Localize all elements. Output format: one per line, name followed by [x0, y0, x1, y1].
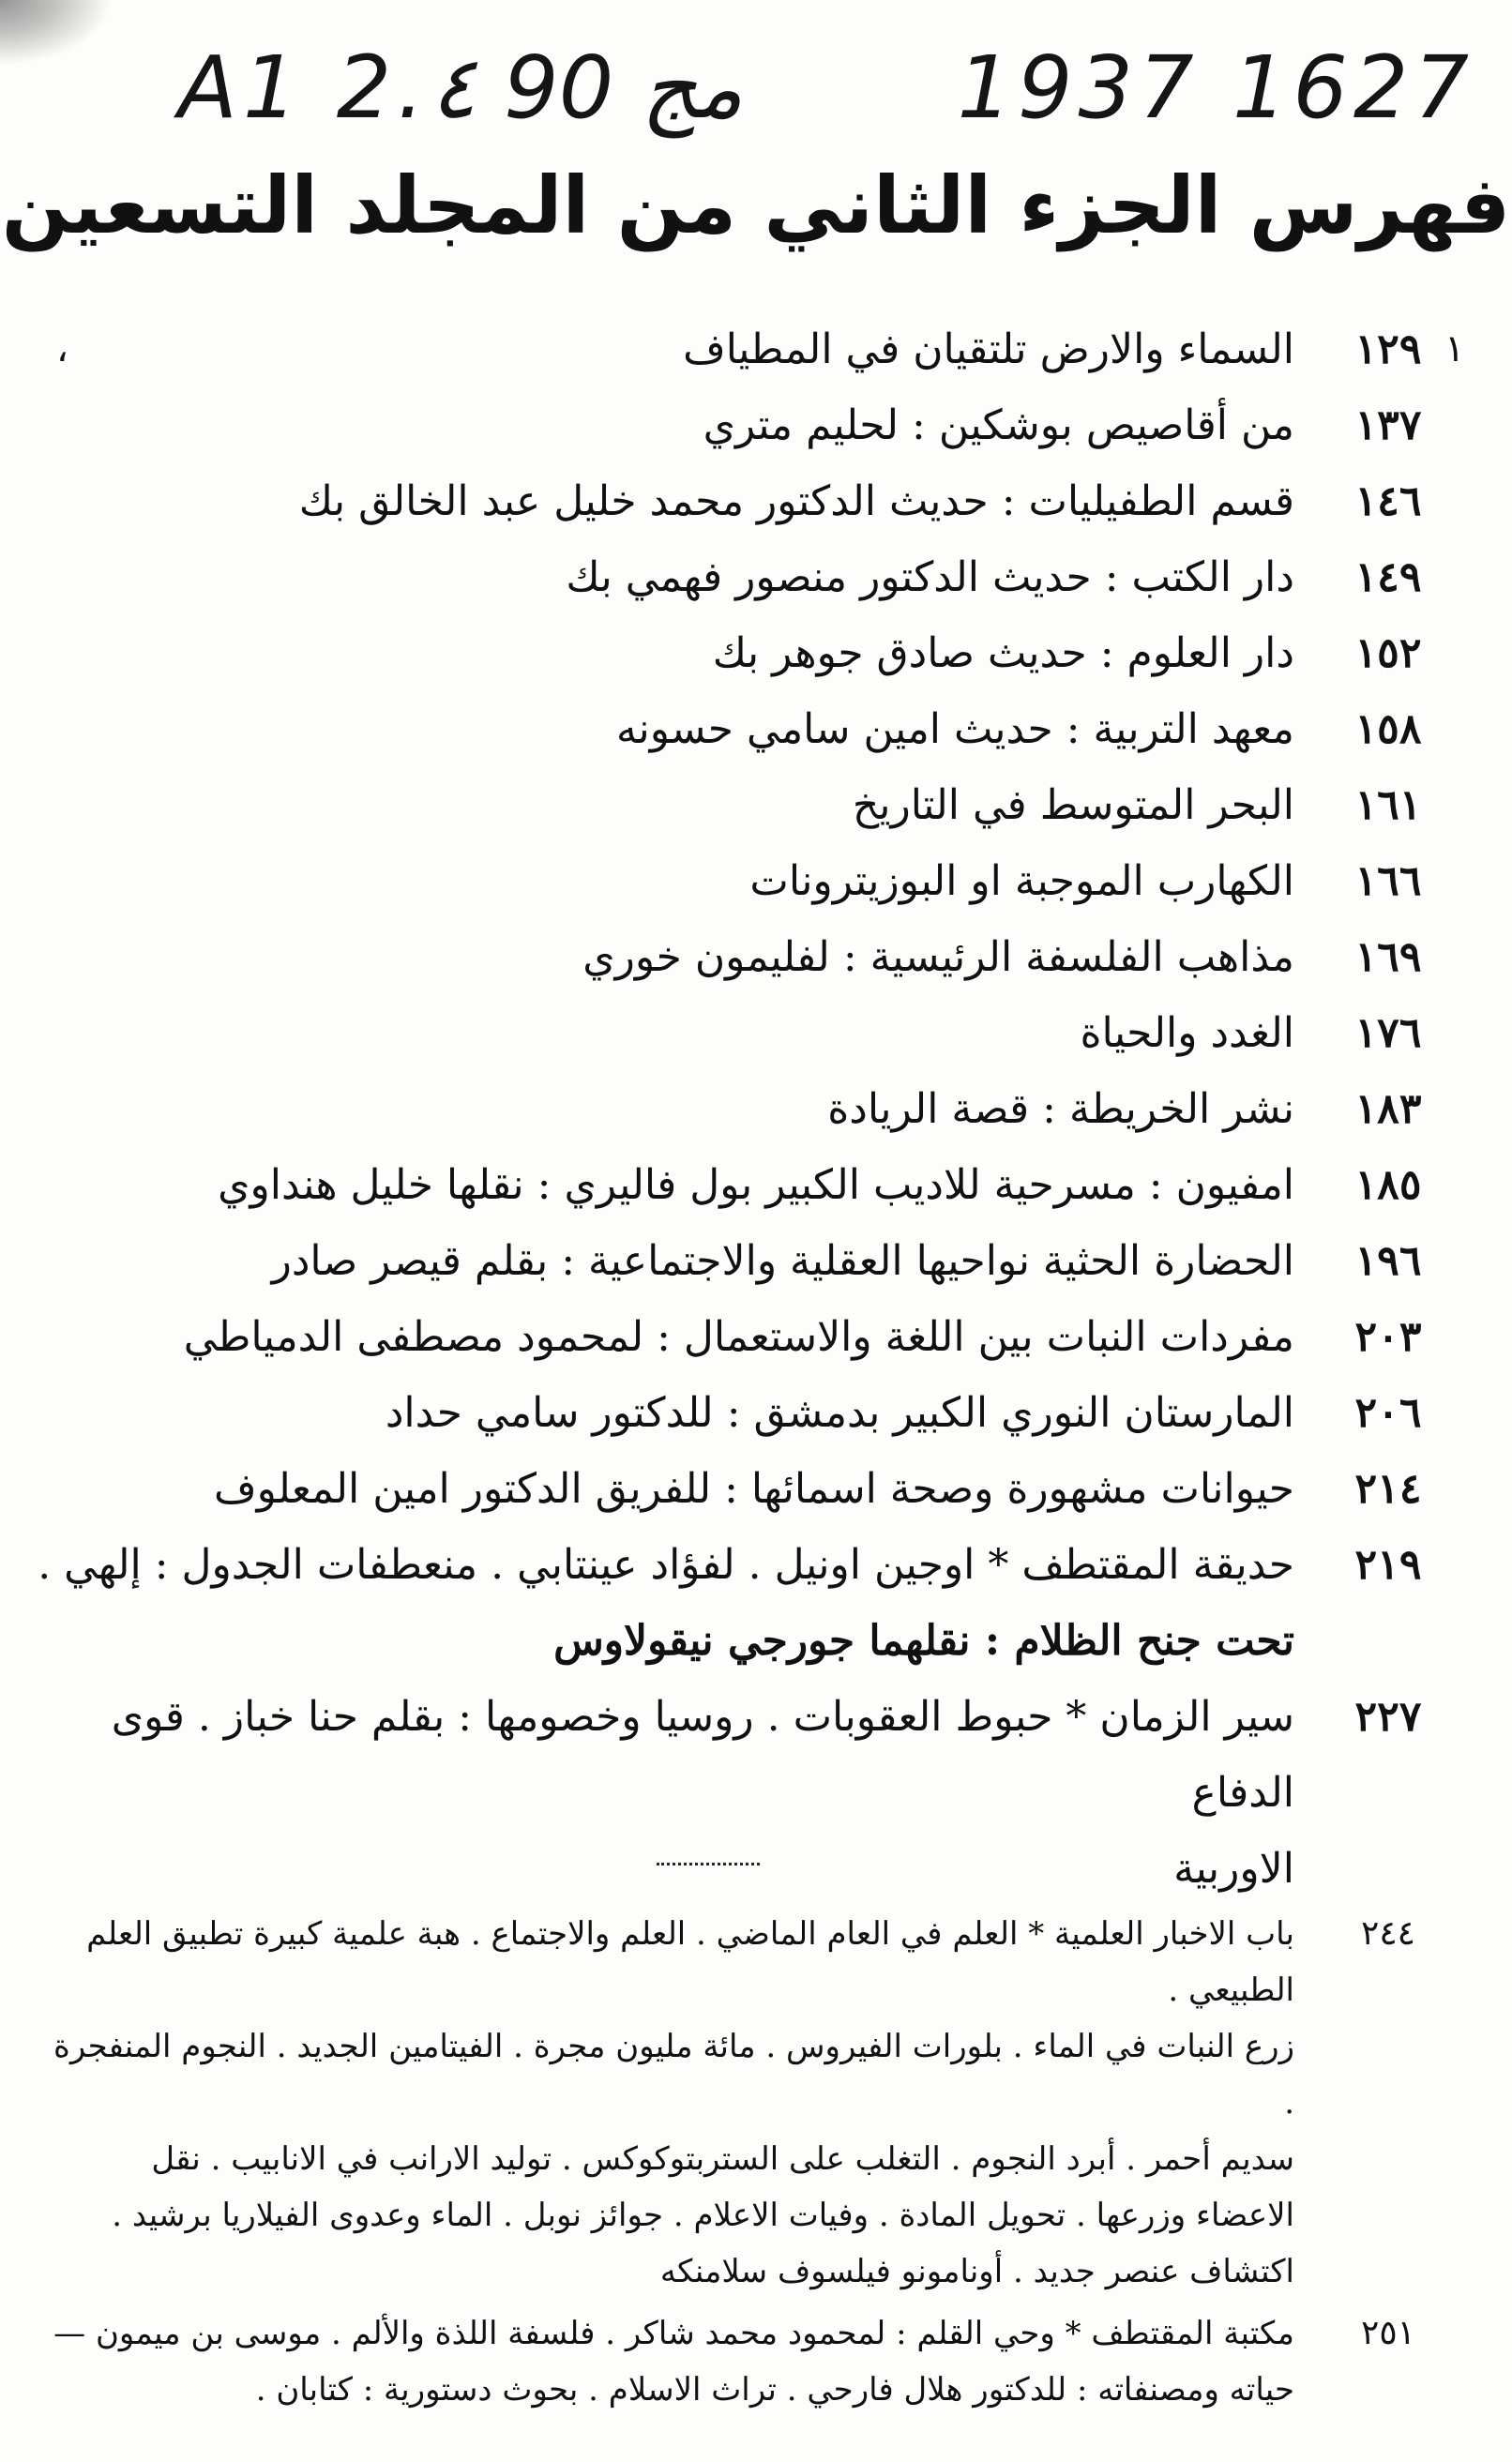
index-entry [38, 767, 1482, 843]
index-entries [38, 311, 1482, 1907]
index-entry [38, 387, 1482, 463]
entry-title: سير الزمان * حبوط العقوبات . روسيا وخصومها : بقلم حنا خباز . قوى الدفاع الاوربية [111, 1693, 1294, 1893]
page-number: ١٧٦ [1354, 1009, 1422, 1057]
margin-mark-left: ، [56, 327, 68, 370]
index-entry [38, 995, 1482, 1071]
page-number: ١٤٩ [1354, 553, 1422, 601]
index-entry [38, 311, 1482, 387]
entry-title: نشر الخريطة : قصة الريادة [827, 1085, 1294, 1133]
entry-title: الكهارب الموجبة او البوزيترونات [749, 857, 1294, 905]
handwritten-year-note: 1937 1627 [957, 38, 1474, 138]
page-number: ١٦١ [1354, 781, 1422, 829]
index-entry [38, 463, 1482, 539]
index-entry [38, 615, 1482, 691]
entry-title: المارستان النوري الكبير بدمشق : للدكتور سامي حداد [385, 1389, 1294, 1437]
page-number: ١٤٦ [1354, 477, 1422, 525]
margin-mark-right: ١ [1444, 327, 1465, 370]
page-number: ١٣٧ [1354, 401, 1422, 449]
entry-title: حديقة المقتطف * اوجين اونيل . لفؤاد عينتابي . منعطفات الجدول : إلهي . تحت جنح الظلام : نقلهما جورجي نيقولاوس [38, 1541, 1294, 1665]
page-number: ٢٤٤ [1360, 1914, 1415, 1953]
index-entry [38, 2305, 1482, 2418]
entry-title: قسم الطفيليات : حديث الدكتور محمد خليل عبد الخالق بك [298, 477, 1294, 525]
page-number: ٢١٤ [1354, 1465, 1422, 1513]
index-entry [38, 1906, 1482, 2300]
entry-title: امفيون : مسرحية للاديب الكبير بول فاليري : نقلها خليل هنداوي [218, 1161, 1294, 1209]
index-entry [38, 919, 1482, 995]
page-number: ١٦٦ [1354, 857, 1422, 905]
torn-corner-smudge [0, 0, 113, 66]
index-entry [38, 1679, 1482, 1907]
page-number: ١٦٩ [1354, 933, 1422, 981]
page-number: ١٨٣ [1354, 1085, 1422, 1133]
page-number: ٢٠٣ [1354, 1313, 1422, 1361]
page-number: ١٩٦ [1354, 1237, 1422, 1285]
page-title: فهرس الجزء الثاني من المجلد التسعين [1, 159, 1511, 251]
entry-title: معهد التربية : حديث امين سامي حسونه [615, 705, 1294, 753]
entry-title: مذاهب الفلسفة الرئيسية : لفليمون خوري [582, 933, 1294, 981]
entry-title: السماء والارض تلتقيان في المطياف [683, 325, 1294, 373]
index-entry [38, 1223, 1482, 1299]
entry-title: مفردات النبات بين اللغة والاستعمال : لمحمود مصطفى الدمياطي [183, 1313, 1294, 1361]
entry-title: دار الكتب : حديث الدكتور منصور فهمي بك [566, 553, 1294, 601]
index-entry [38, 539, 1482, 615]
index-entry [38, 843, 1482, 919]
entry-title: دار العلوم : حديث صادق جوهر بك [712, 629, 1294, 677]
index-entry [38, 1451, 1482, 1527]
page-number: ١٥٢ [1354, 629, 1422, 677]
page-number: ١٢٩ [1354, 325, 1422, 373]
entry-title: البحر المتوسط في التاريخ [852, 781, 1294, 829]
entry-title: من أقاصيص بوشكين : لحليم متري [703, 401, 1294, 449]
entry-title: مكتبة المقتطف * وحي القلم : لمحمود محمد شاكر . فلسفة اللذة والألم . موسى بن ميمون — حياته ومصنفاته : للدكتور هلال فارحي . تراث الاسلام . بحوث دستورية : كتابان . [53, 2315, 1294, 2409]
index-entry [38, 691, 1482, 767]
page-number: ٢٠٦ [1354, 1389, 1422, 1437]
index-entry [38, 1071, 1482, 1147]
index-entry [38, 1147, 1482, 1223]
handwritten-catalog-note: A1 2.٤ 90 مج [178, 38, 744, 138]
index-entry [38, 1299, 1482, 1375]
entry-title: الحضارة الحثية نواحيها العقلية والاجتماعية : بقلم قيصر صادر [271, 1237, 1294, 1285]
page-number: ٢٢٧ [1354, 1693, 1422, 1741]
index-entry [38, 1527, 1482, 1679]
page-number: ١٨٥ [1354, 1161, 1422, 1209]
entry-title: الغدد والحياة [1080, 1009, 1294, 1057]
page-number: ٢٥١ [1360, 2314, 1415, 2352]
entry-title: حيوانات مشهورة وصحة اسمائها : للفريق الدكتور امين المعلوف [214, 1465, 1294, 1513]
section-divider [657, 1863, 760, 1865]
entry-title: باب الاخبار العلمية * العلم في العام الماضي . العلم والاجتماع . هبة علمية كبيرة تطبيق العلم الطبيعي . زرع النبات في الماء . بلورات الفيروس . مائة مليون مجرة . الفيتامين الجديد . النجوم المنفجرة . سديم أحمر . أبرد النجوم . التغلب على الستربتوكوكس . توليد الارانب في الانابيب . نقل الاعضاء وزرعها . تحويل المادة . وفيات الاعلام . جوائز نوبل . الماء وعدوى الفيلاريا برشيد . اكتشاف عنصر جديد . أونامونو فيلسوف سلامنكه [53, 1915, 1294, 2290]
news-and-library-entries [38, 1906, 1482, 2418]
page-number: ٢١٩ [1354, 1541, 1422, 1589]
page-number: ١٥٨ [1354, 705, 1422, 753]
index-entry [38, 1375, 1482, 1451]
